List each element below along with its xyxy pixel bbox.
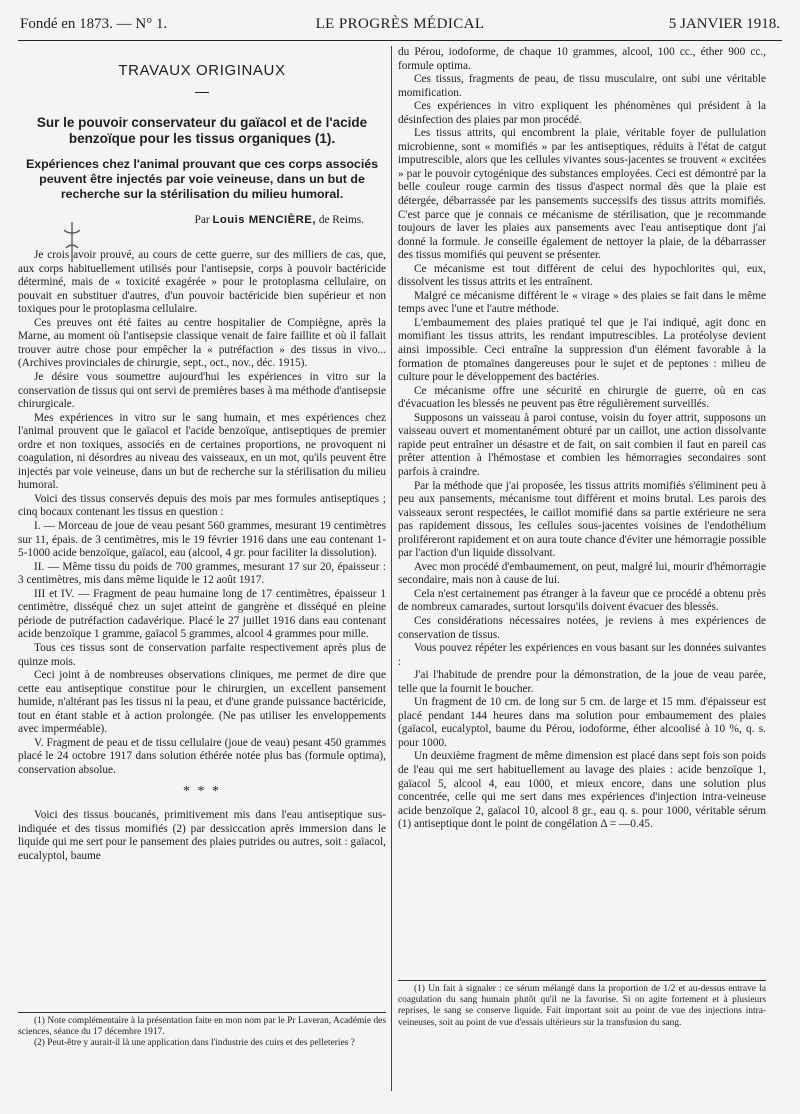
- article-subtitle: Expériences chez l'animal prouvant que ces corps associés peuvent être injectés par voie veineuse, dans un but de recherche sur la stérilisation du milieu humoral.: [25, 156, 379, 201]
- paragraph: Malgré ce mécanisme différent le « virage » des plaies se fait dans le même temps avec l'une et l'autre méthode.: [398, 289, 766, 316]
- paragraph: Un fragment de 10 cm. de long sur 5 cm. de large et 15 mm. d'épaisseur est placé pendant 144 heures dans ma solution pour embaumement des plaies (gaïacol, eucalyptol, baume du Pérou, iodoforme, éther alcoolisé à 10 %, q. s. pour 1000.: [398, 696, 766, 749]
- paragraph: J'ai l'habitude de prendre pour la démonstration, de la joue de veau parée, telle que la fournit le boucher.: [398, 669, 766, 695]
- paragraph: Les tissus attrits, qui encombrent la plaie, véritable foyer de pullulation microbienne, sont « momifiés » par les antiseptiques, réduits à l'état de catgut imputrescible, alors que les cellules vivantes sous-jacentes se trouvent « excitées » par le pouvoir cytogénique des substances employées. Ceci est démontré par la belle couleur rouge carmin des tissus d'aspect normal dès que la plaie est détergée, débarrassée par les pansements successifs des tissus attrits momifiés. C'est parce que je connais ce mécanisme de stérilisation, que je recommande toujours de laver les plaies aux pansements avec l'eau antiseptique dont j'ai donné la formule. Je conseille également de nettoyer la plaie, de la débarrasser des tissus momifiés qui peuvent se présenter.: [398, 127, 766, 262]
- paragraph: Ce mécanisme est tout différent de celui des hypochlorites qui, eux, dissolvent les tissus attrits et les entraînent.: [398, 262, 766, 289]
- paragraph: V. Fragment de peau et de tissu cellulaire (joue de veau) pesant 450 grammes placé le 24 octobre 1917 dans solution éthérée notée plus bas (formule optima), conservation absolue.: [18, 736, 386, 776]
- paragraph: Ces tissus, fragments de peau, de tissu musculaire, ont subi une véritable momification.: [398, 73, 766, 99]
- paragraph: I. — Morceau de joue de veau pesant 560 grammes, mesurant 19 centimètres sur 11, épais. de 3 centimètres, mis le 19 février 1916 dans une eau contenant 1-5-1000 acide benzoïque, gaïacol, eau (alcool, 4 gr. pour faciliter la dissolution).: [18, 520, 386, 560]
- paragraph: Je crois avoir prouvé, au cours de cette guerre, sur des milliers de cas, que, aux corps habituellement utilisés pour l'antisepsie, corps à pouvoir bactéricide déterminé, mais de « toxicité exagérée » pour le protoplasma cellulaire, on pouvait en substituer d'autres, d'un pouvoir bactéricide bien supérieur et non toxiques pour le protoplasma cellulaire.: [18, 249, 386, 316]
- right-column: [398, 46, 766, 976]
- header-founded: Fondé en 1873. — N° 1.: [20, 16, 168, 32]
- article-title: Sur le pouvoir conservateur du gaïacol et de l'acide benzoïque pour les tissus organiques (1).: [36, 114, 368, 146]
- paragraph: Vous pouvez répéter les expériences en vous basant sur les données suivantes :: [398, 642, 766, 668]
- paragraph: L'embaumement des plaies pratiqué tel que je l'ai indiqué, agit donc en momifiant les tissus attrits, les rendant imputrescibles. La protéolyse devient ainsi impossible. Ceci entraîne la suppression d'un élément favorable à la formation de ptomaïnes dangereuses pour le sujet et de peptones : milieu de culture pour le développement des bactéries.: [398, 316, 766, 384]
- paragraph: Mes expériences in vitro sur le sang humain, et mes expériences chez l'animal prouvent que le gaïacol et l'acide benzoïque, antiseptiques de premier ordre et non toxiques, associés en de certaines proportions, ne provoquent ni coagulation, ni désordres au niveau des vaisseaux, en un mot, qu'ils peuvent être injectés par voie veineuse, dans un but de recherche sur la stérilisation du milieu humoral.: [18, 411, 386, 492]
- section-separator: * * *: [183, 784, 221, 800]
- paragraph: Cela n'est certainement pas étranger à la faveur que ce procédé a obtenu près de nombreux camarades, surtout lorsqu'ils doivent évacuer des blessés.: [398, 587, 766, 614]
- title-rule: [195, 92, 209, 93]
- author-place: de Reims.: [318, 213, 364, 226]
- footnote: (2) Peut-être y aurait-il là une application dans l'industrie des cuirs et des pelleteries ?: [34, 1038, 355, 1049]
- paragraph: Voici des tissus boucanés, primitivement mis dans l'eau antiseptique sus-indiquée et des tissus momifiés (2) par dessiccation après immersion dans le liquide qui me sert pour le pansement des plaies putrides ou autres, soit : gaïacol, eucalyptol, baume: [18, 808, 386, 862]
- left-column: [18, 46, 386, 1008]
- paragraph: Je désire vous soumettre aujourd'hui les expériences in vitro sur la conservation de tissus qui ont servi de premières bases à ma méthode d'antisepsie chirurgicale.: [18, 371, 386, 411]
- paragraph: Supposons un vaisseau à paroi contuse, voisin du foyer attrit, supposons un vaisseau ouvert et momentanément obturé par un caillot, une action dissolvante rapide peut entraîner un désastre et de fait, on sait combien il faut en pareil cas prêter attention à l'hémostase et combien les hémorragies secondaires sont parfois à craindre.: [398, 411, 766, 478]
- paragraph: Ces considérations nécessaires notées, je reviens à mes expériences de conservation de tissus.: [398, 614, 766, 641]
- paragraph: Tous ces tissus sont de conservation parfaite respectivement après plus de quinze mois.: [18, 641, 386, 668]
- author-name: Louis MENCIÈRE,: [212, 213, 316, 226]
- paragraph: II. — Même tissu du poids de 700 grammes, mesurant 17 sur 20, épaisseur : 3 centimètres, mis dans même liquide le 12 août 1917.: [18, 560, 386, 587]
- left-footnotes: [18, 1012, 386, 1096]
- paragraph: Ces preuves ont été faites au centre hospitalier de Compiègne, après la Marne, au moment où l'antisepsie classique venait de faire faillite et où il fallait trouver autre chose pour empêcher la « putréfaction » des tissus in vivo... (Archives provinciales de chirurgie, sept., oct., nov., déc. 1915).: [18, 316, 386, 370]
- issue-date: 5 JANVIER 1918.: [668, 16, 780, 32]
- right-footnote: [398, 980, 766, 1094]
- paragraph: Ces expériences in vitro expliquent les phénomènes qui président à la désinfection des plaies par mon procédé.: [398, 100, 766, 126]
- footnote: (1) Note complémentaire à la présentation faite en mon nom par le Pr Laveran, Académie des sciences, séance du 17 décembre 1917.: [18, 1016, 386, 1038]
- paragraph: Par la méthode que j'ai proposée, les tissus attrits momifiés s'éliminent peu à peu aux pansements, mécanisme tout différent et moins brutal. Les parois des vaisseaux seront respectées, le caillot momifié dans sa partie extérieure ne sera pas rapidement dissous, les cellules sous-jacentes voisines de l'endothélium proliféreront rapidement et on aura toute chance d'éviter une hémorragie possible par l'action d'un liquide dissolvant.: [398, 479, 766, 560]
- footnote: (1) Un fait à signaler : ce sérum mélangé dans la proportion de 1/2 et au-dessus entrave la coagulation du sang humain plutôt qu'il ne la favorise. Si on agite fortement et à plusieurs reprises, le sang se conserve liquide. Fait important soit au point de vue des injections intra-veineuses, soit au point de vue d'essais ultérieurs sur la transfusion du sang.: [398, 984, 766, 1028]
- paragraph: du Pérou, iodoforme, de chaque 10 grammes, alcool, 100 cc., éther 900 cc., formule optima.: [398, 46, 766, 72]
- page-header: [18, 14, 782, 41]
- paragraph: Voici des tissus conservés depuis des mois par mes formules antiseptiques ; cinq bocaux contenant les tissus en question :: [18, 492, 386, 519]
- paragraph: III et IV. — Fragment de peau humaine long de 17 centimètres, épaisseur 1 centimètre, disséqué chez un sujet atteint de gangrène et disséqué en pleine période de putréfaction cadavérique. Placé le 27 juillet 1916 dans eau contenant acide benzoïque 1 gramme, gaïacol 5 grammes, alcool 4 grammes pour mille.: [18, 587, 386, 641]
- section-title: TRAVAUX ORIGINAUX: [118, 62, 286, 79]
- paragraph: Ce mécanisme offre une sécurité en chirurgie de guerre, où en cas d'évacuation les blessés ne peuvent pas être régulièrement surveillés.: [398, 384, 766, 411]
- paragraph: Un deuxième fragment de même dimension est placé dans sept fois son poids de l'eau qui me sert habituellement au lavage des plaies : acide benzoïque 1, gaïacol 5, alcool 4, eau 1000, et mieux encore, dans une solution plus concentrée, celle qui me sert dans mes expériences d'injection intra-veineuse acide benzoïque 2, gaïacol 10, alcool 8 gr., eau q. s. pour 1000, véritable sérum (1) antiseptique dont le point de congélation Δ = —0.45.: [398, 750, 766, 831]
- paragraph: Ceci joint à de nombreuses observations cliniques, me permet de dire que cette eau antiseptique constitue pour le chirurgien, un excellent pansement humide, n'altérant pas les tissus ni la peau, et d'une grande puissance bactéricide, tout en étant stable et à action prolongée. (Ne pas utiliser les enveloppements avec imperméable).: [18, 669, 386, 736]
- column-divider: [391, 46, 392, 1091]
- author-line: [18, 214, 364, 228]
- author-prefix: Par: [194, 213, 210, 226]
- paragraph: Avec mon procédé d'embaumement, on peut, malgré lui, mourir d'hémorragie secondaire, mais non à cause de lui.: [398, 560, 766, 587]
- journal-name: LE PROGRÈS MÉDICAL: [315, 16, 485, 32]
